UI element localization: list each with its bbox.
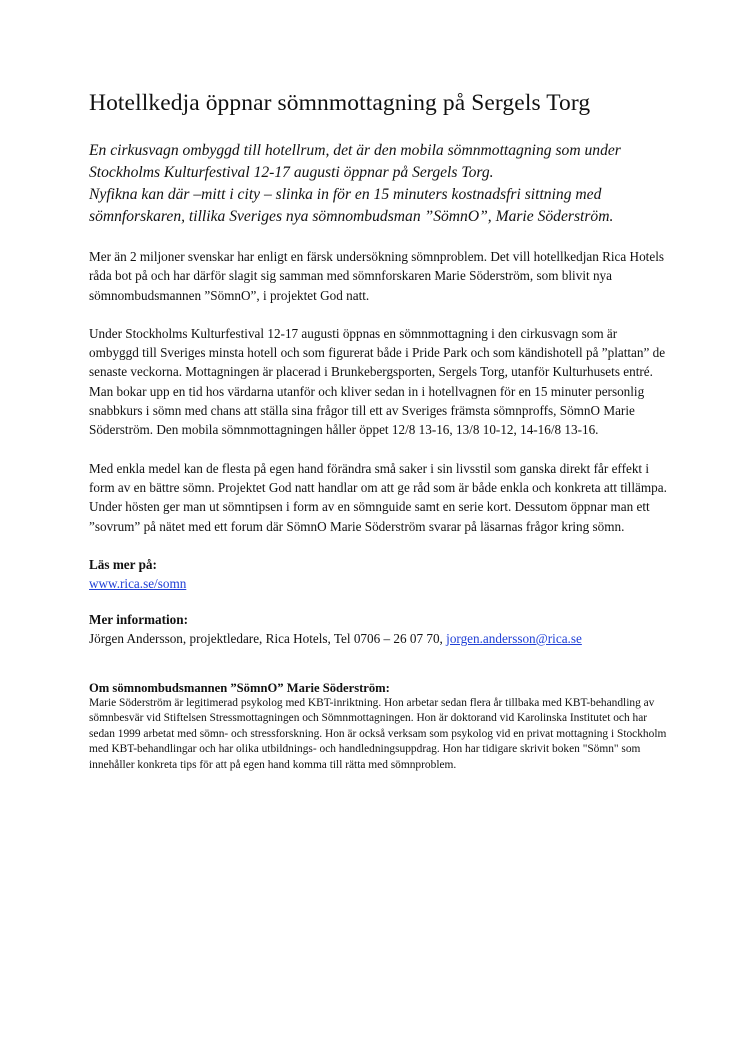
page-title: Hotellkedja öppnar sömnmottagning på Sergels Torg [89,90,591,116]
lead-paragraph [89,140,669,228]
read-more-label: Läs mer på: [89,556,157,572]
press-release [89,88,669,773]
body-paragraph: Mer än 2 miljoner svenskar har enligt en färsk undersökning sömnproblem. Det vill hotellkedjan Rica Hotels råda bot på och har därför slagit sig samman med sömnforskaren Marie Söderström, som blivit nya sömnombudsmannen ”SömnO”, i projektet God natt. [89,249,664,303]
about-text: Marie Söderström är legitimerad psykolog med KBT-inriktning. Hon arbetar sedan flera år tillbaka med KBT-behandling av sömnbesvär vid Stiftelsen Stressmottagningen och Sömnmottagningen. Hon är doktorand vid Karolinska Institutet och har sedan 1999 arbetat med sömn- och stressforskning. Hon är också verksam som psykolog vid en privat mottagning i Stockholm med KBT-behandlingar och har olika utbildnings- och handledningsuppdrag. Hon har tidigare skrivit boken "Sömn" som innehåller konkreta tips för att på egen hand komma till rätta med sömnproblem. [89,696,667,771]
contact-email-link[interactable]: jorgen.andersson@rica.se [446,630,582,646]
body-paragraph: Med enkla medel kan de flesta på egen hand förändra små saker i sin livsstil som ganska direkt får effekt i form av en bättre sömn. Projektet God natt handlar om att ge råd som är både enkla och konkreta att tillämpa. Under hösten ger man ut sömntipsen i form av en sömnguide samt en serie kort. Dessutom öppnar man ett ”sovrum” på nätet med ett forum där SömnO Marie Söderström svarar på läsarnas frågor kring sömn. [89,460,667,534]
contact-line [89,629,669,648]
more-info-label: Mer information: [89,611,189,627]
body-paragraph: Under Stockholms Kulturfestival 12-17 augusti öppnas en sömnmottagning i den cirkusvagn som är ombyggd till Sveriges minsta hotell och som figurerat både i Pride Park och som kändishotell på ”plattan” de senaste veckorna. Mottagningen är placerad i Brunkebergsporten, Sergels Torg, utanför Kulturhusets entré. Man bokar upp en tid hos värdarna utanför och kliver sedan in i hotellvagnen för en 15 minuter personlig snabbkurs i sömn med chans att ställa sina frågor till ett av Sveriges främsta sömnproffs, SömnO Marie Söderström. Den mobila sömnmottagningen håller öppet 12/8 13-16, 13/8 10-12, 14-16/8 13-16. [89,325,666,438]
contact-text: Jörgen Andersson, projektledare, Rica Hotels, Tel 0706 – 26 07 70, [89,630,447,646]
read-more-link[interactable]: www.rica.se/somn [89,575,187,591]
lead-line: Nyfikna kan där –mitt i city – slinka in för en 15 minuters kostnadsfri sittning med sömnforskaren, tillika Sveriges nya sömnombudsman ”SömnO”, Marie Söderström. [89,186,614,225]
lead-line: En cirkusvagn ombyggd till hotellrum, det är den mobila sömnmottagning som under Stockholms Kulturfestival 12-17 augusti öppnar på Sergels Torg. [89,142,621,181]
about-section [89,680,669,774]
about-label: Om sömnombudsmannen ”SömnO” Marie Söderström: [89,680,390,695]
more-info-section [89,610,669,648]
read-more-section [89,555,669,593]
